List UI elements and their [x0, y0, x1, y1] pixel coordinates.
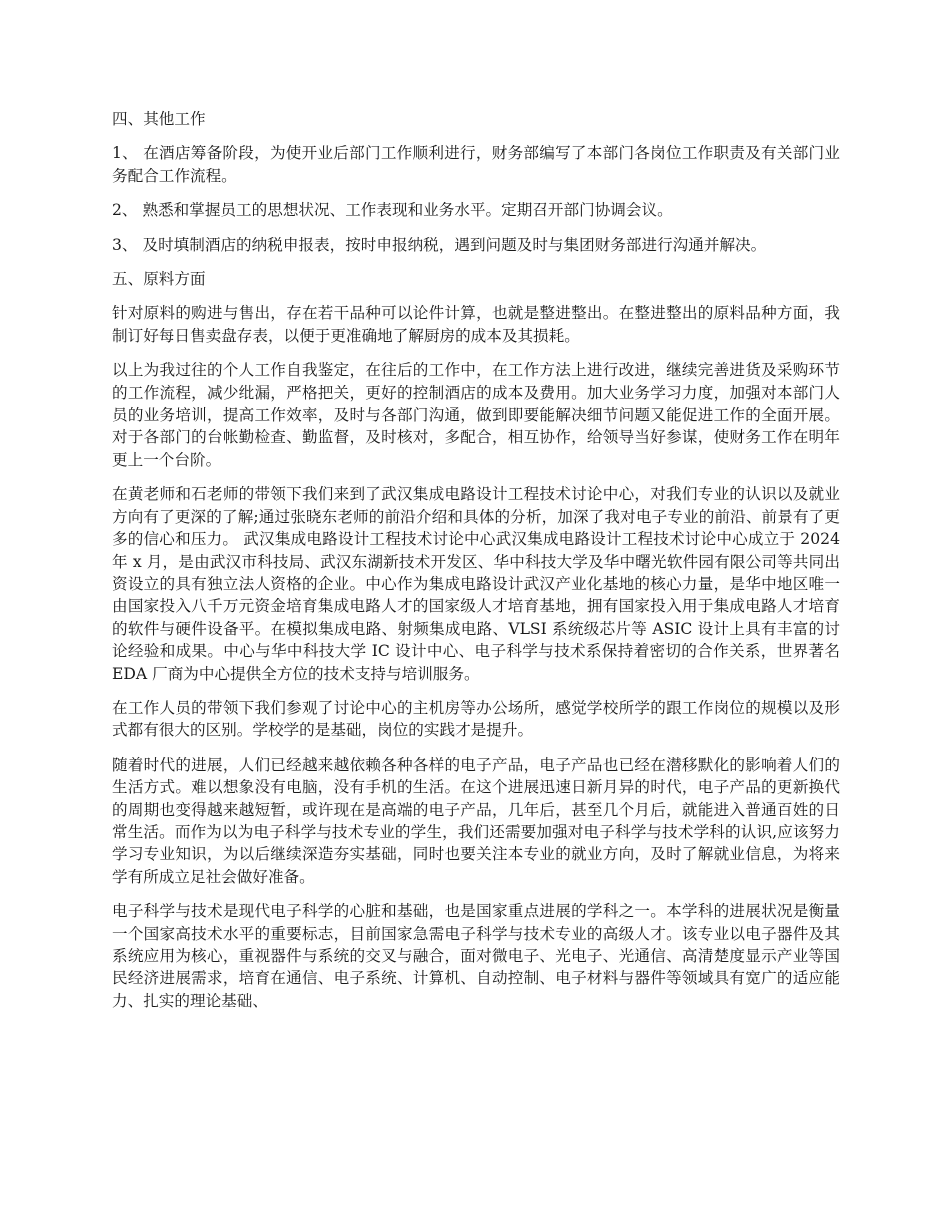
document-page: [112, 108, 840, 1024]
paragraph-era: 随着时代的进展，人们已经越来越依赖各种各样的电子产品，电子产品也已经在潜移默化的影响着人们的生活方式。难以想象没有电脑，没有手机的生活。在这个进展迅速日新月异的时代，电子产品的更新换代的周期也变得越来越短暂，或许现在是高端的电子产品，几年后，甚至几个月后，就能进入普通百姓的日常生活。而作为以为电子科学与技术专业的学生，我们还需要加强对电子科学与技术学科的认识,应该努力学习专业知识，为以后继续深造夯实基础，同时也要关注本专业的就业方向，及时了解就业信息，为将来学有所成立足社会做好准备。: [112, 755, 840, 886]
paragraph-visit: 在工作人员的带领下我们参观了讨论中心的主机房等办公场所，感觉学校所学的跟工作岗位的规模以及形式都有很大的区别。学校学的是基础，岗位的实践才是提升。: [112, 698, 840, 740]
paragraph-wuhan-center: 在黄老师和石老师的带领下我们来到了武汉集成电路设计工程技术讨论中心，对我们专业的认识以及就业方向有了更深的了解;通过张晓东老师的前沿介绍和具体的分析，加深了我对电子专业的前沿、前景有了更多的信心和压力。 武汉集成电路设计工程技术讨论中心武汉集成电路设计工程技术讨论中心成立于 2024 年 x 月，是由武汉市科技局、武汉东湖新技术开发区、华中科技大学及华中曙光软件园有限公司等共同出资设立的具有独立法人资格的企业。中心作为集成电路设计武汉产业化基地的核心力量，是华中地区唯一由国家投入八千万元资金培育集成电路人才的国家级人才培育基地，拥有国家投入用于集成电路人才培育的软件与硬件设备平。在模拟集成电路、射频集成电路、VLSI 系统级芯片等 ASIC 设计上具有丰富的讨论经验和成果。中心与华中科技大学 IC 设计中心、电子科学与技术系保持着密切的合作关系，世界著名 EDA 厂商为中心提供全方位的技术支持与培训服务。: [112, 485, 840, 683]
paragraph-electronics: 电子科学与技术是现代电子科学的心脏和基础，也是国家重点进展的学科之一。本学科的进展状况是衡量一个国家高技术水平的重要标志，目前国家急需电子科学与技术专业的高级人才。该专业以电子器件及其系统应用为核心，重视器件与系统的交叉与融合，面对微电子、光电子、光通信、高清楚度显示产业等国民经济进展需求，培育在通信、电子系统、计算机、自动控制、电子材料与器件等领域具有宽广的适应能力、扎实的理论基础、: [112, 902, 840, 1010]
paragraph-item-2: 2、 熟悉和掌握员工的思想状况、工作表现和业务水平。定期召开部门协调会议。: [112, 201, 673, 220]
paragraph-item-1: 1、 在酒店筹备阶段，为使开业后部门工作顺利进行，财务部编写了本部门各岗位工作职责及有关部门业务配合工作流程。: [112, 144, 840, 185]
paragraph-materials: 针对原料的购进与售出，存在若干品种可以论件计算，也就是整进整出。在整进整出的原料品种方面，我制订好每日售卖盘存表，以便于更准确地了解厨房的成本及其损耗。: [112, 304, 840, 345]
section-heading-other-work: 四、其他工作: [112, 110, 206, 128]
section-heading-materials: 五、原料方面: [112, 270, 206, 289]
paragraph-self-assessment: 以上为我过往的个人工作自我鉴定，在往后的工作中，在工作方法上进行改进，继续完善进货及采购环节的工作流程，减少纰漏，严格把关，更好的控制酒店的成本及费用。加大业务学习力度，加强对本部门人员的业务培训，提高工作效率，及时与各部门沟通，做到即要能解决细节问题又能促进工作的全面开展。对于各部门的台帐勤检查、勤监督，及时核对，多配合，相互协作，给领导当好参谋，使财务工作在明年更上一个台阶。: [112, 361, 840, 469]
paragraph-item-3: 3、 及时填制酒店的纳税申报表，按时申报纳税，遇到问题及时与集团财务部进行沟通并解决。: [112, 235, 767, 254]
